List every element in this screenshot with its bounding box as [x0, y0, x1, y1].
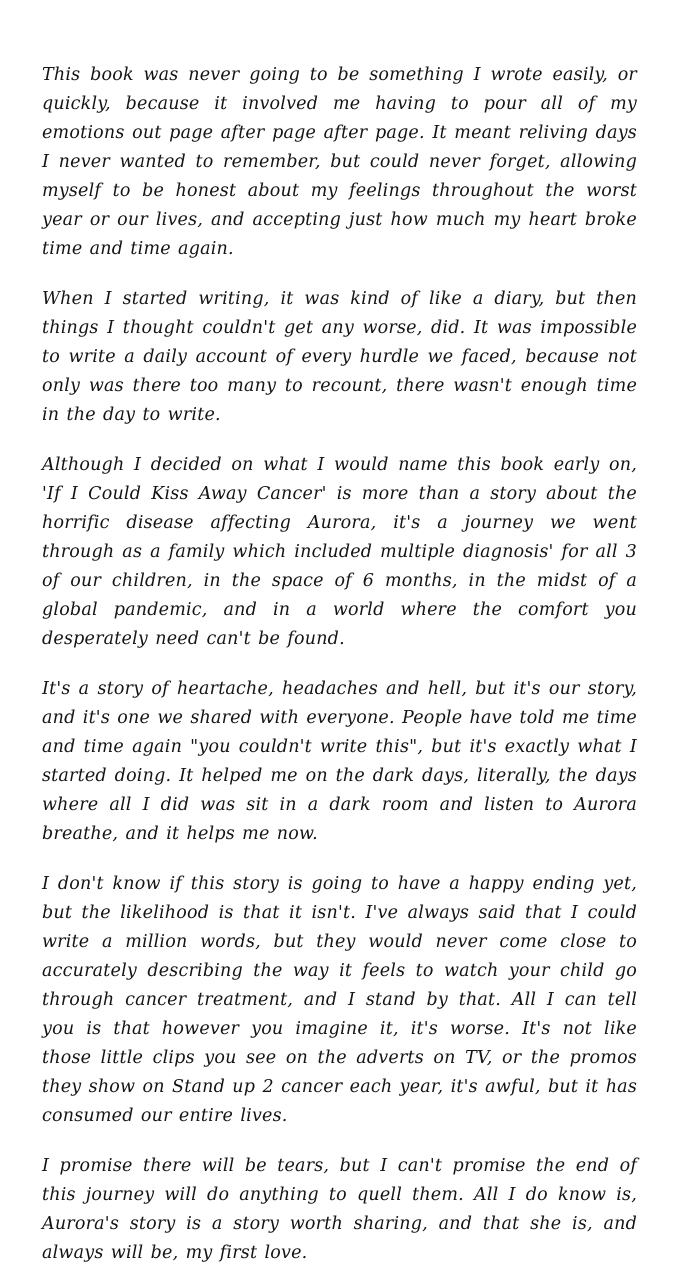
paragraph-no-happy-ending: I don't know if this story is going to have a happy ending yet, but the likelihood is that it isn't. I've always said that I could write a million words, but they would never come close to accurately describing the way it feels to watch your child go through cancer treatment, and I stand by that. All I can tell you is that however you imagine it, it's worse. It's not like those little clips you see on the adverts on TV, or the promos they show on Stand up 2 cancer each year, it's awful, but it has consumed our entire lives.: [42, 874, 637, 1126]
paragraph-intro: This book was never going to be something I wrote easily, or quickly, because it involved me having to pour all of my emotions out page after page after page. It meant reliving days I never wanted to remember, but could never forget, allowing myself to be honest about my feelings throughout the worst year or our lives, and accepting just how much my heart broke time and time again.: [42, 65, 637, 259]
paragraph-diary: When I started writing, it was kind of like a diary, but then things I thought couldn't get any worse, did. It was impossible to write a daily account of every hurdle we faced, because not only was there too many to recount, there wasn't enough time in the day to write.: [42, 289, 637, 425]
paragraph-our-story: It's a story of heartache, headaches and hell, but it's our story, and it's one we shared with everyone. People have told me time and time again "you couldn't write this", but it's exactly what I started doing. It helped me on the dark days, literally, the days where all I did was sit in a dark room and listen to Aurora breathe, and it helps me now.: [42, 679, 637, 844]
paragraph-promise: I promise there will be tears, but I can't promise the end of this journey will do anything to quell them. All I do know is, Aurora's story is a story worth sharing, and that she is, and always will be, my first love.: [42, 1156, 637, 1263]
paragraph-title-origin: Although I decided on what I would name this book early on, 'If I Could Kiss Away Cancer' is more than a story about the horrific disease affecting Aurora, it's a journey we went through as a family which included multiple diagnosis' for all 3 of our children, in the space of 6 months, in the midst of a global pandemic, and in a world where the comfort you desperately need can't be found.: [42, 455, 637, 649]
